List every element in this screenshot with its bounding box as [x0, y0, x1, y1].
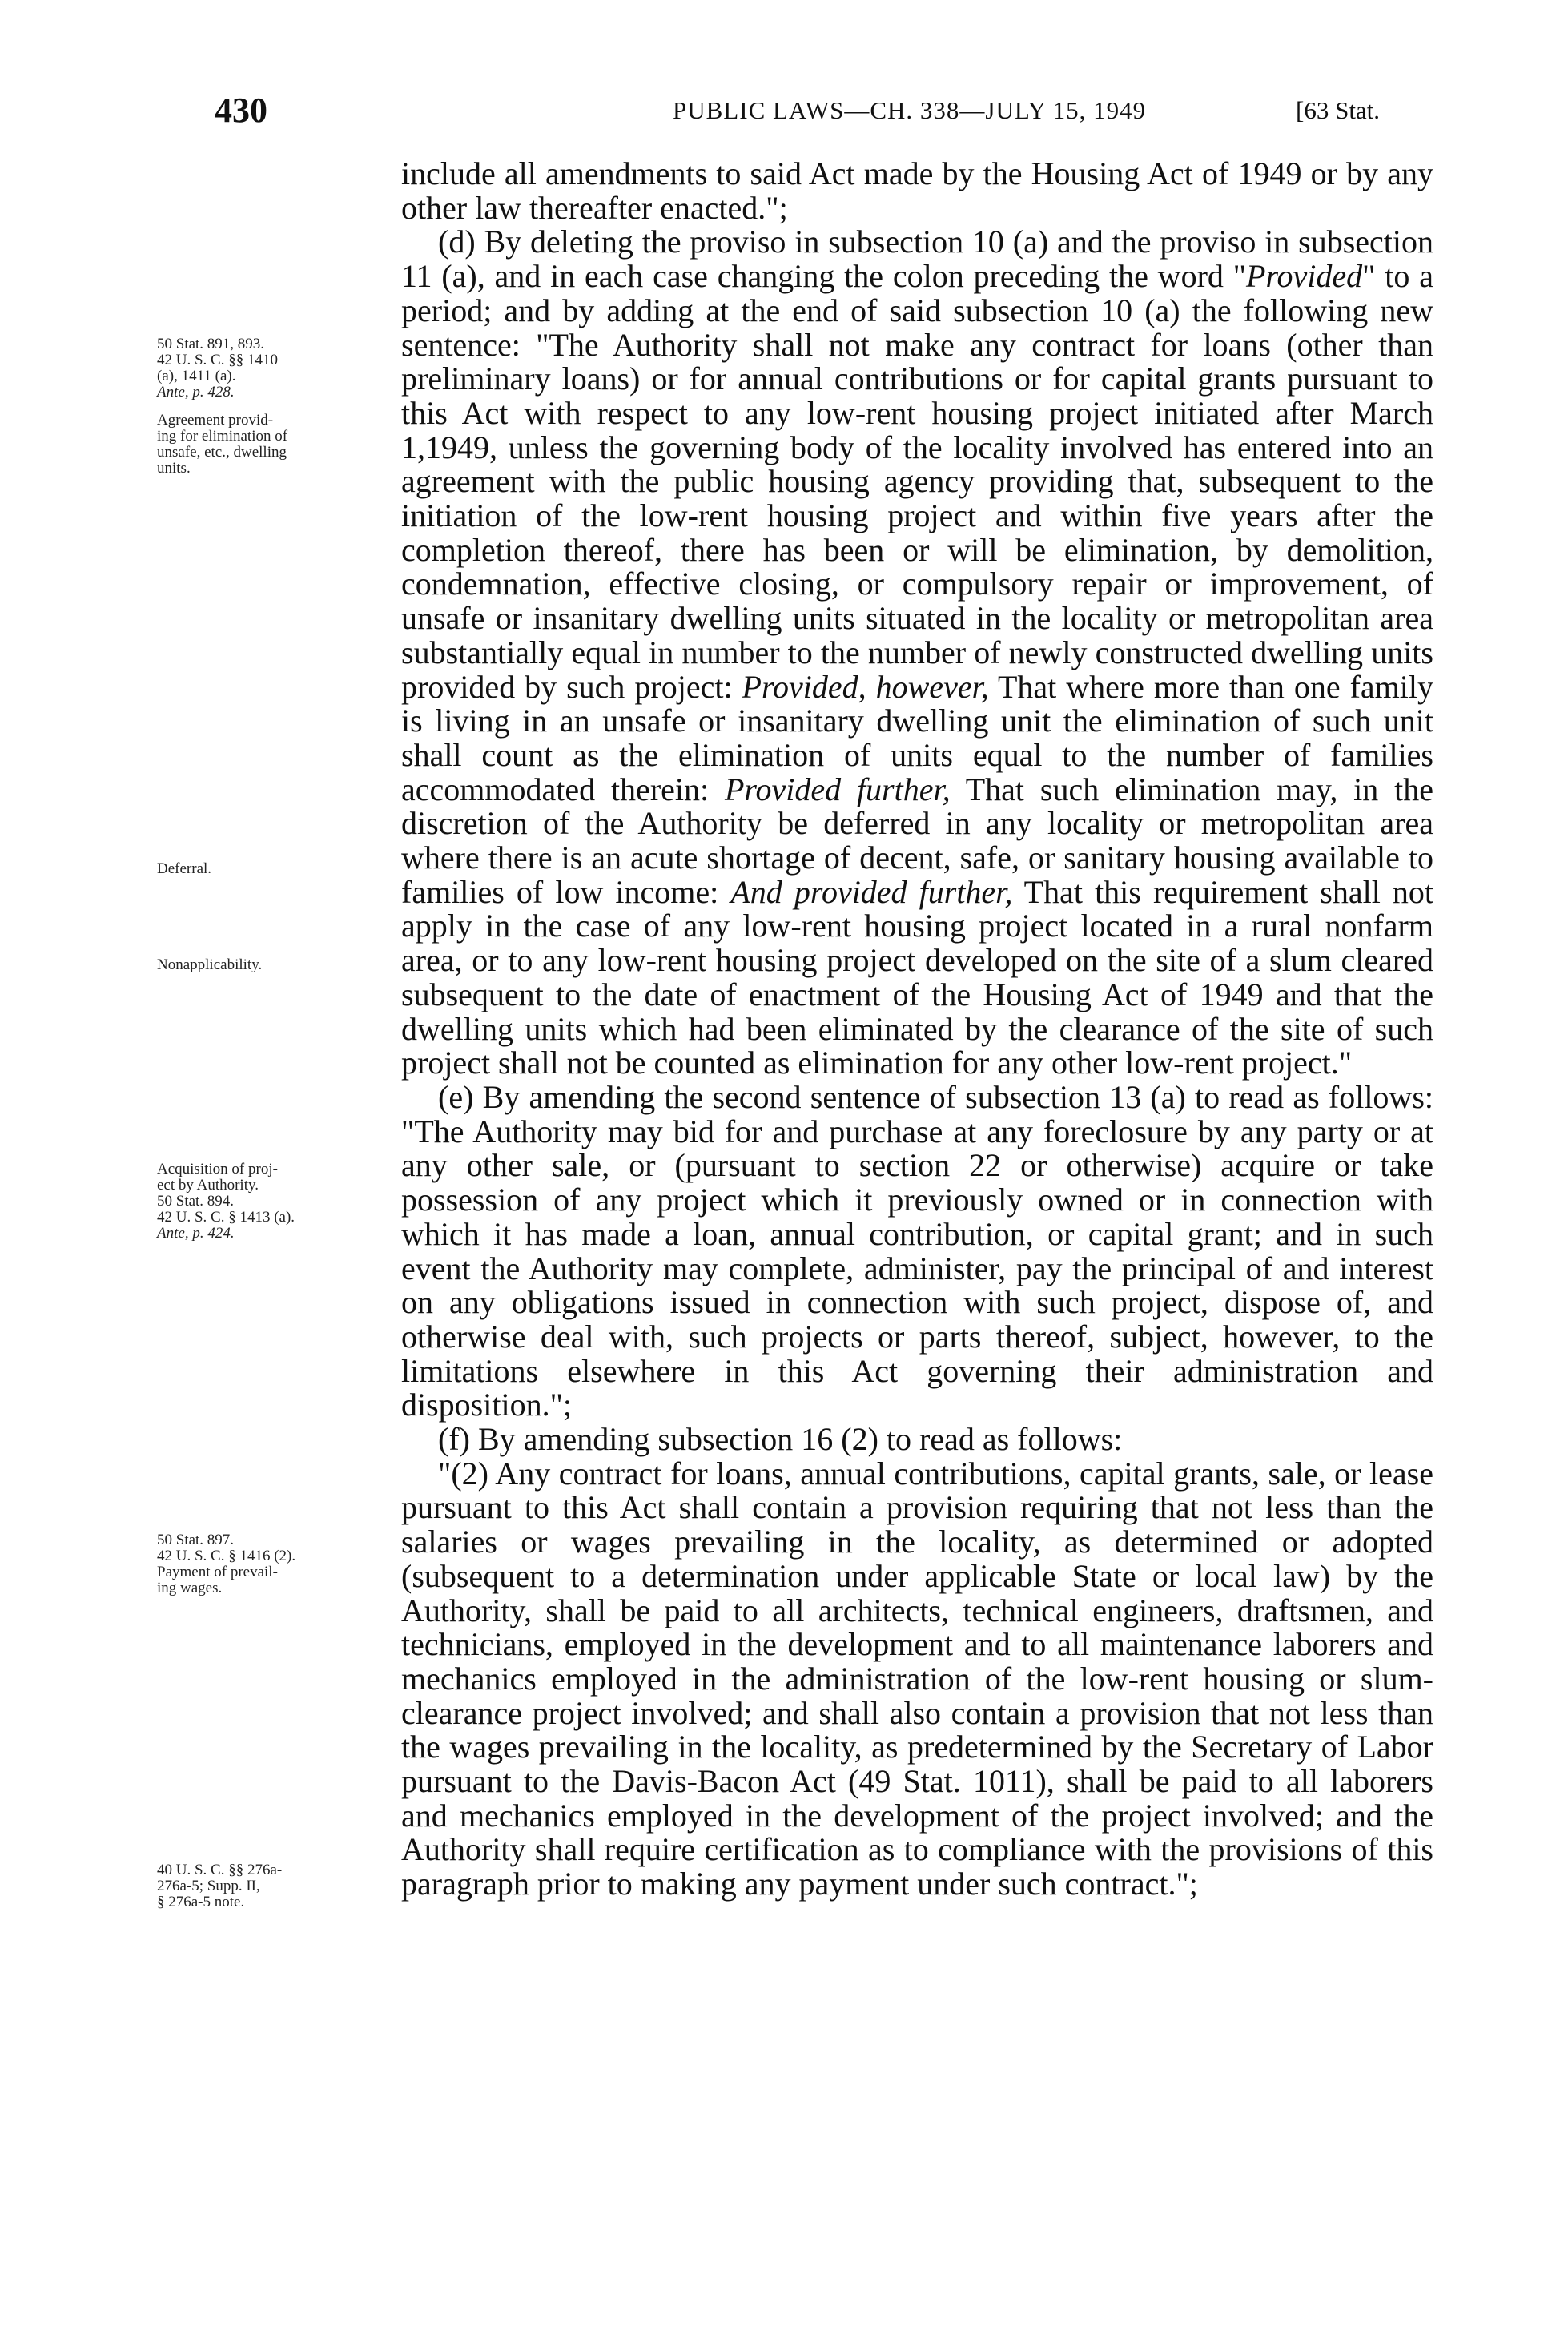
margin-note-line: 50 Stat. 897. — [157, 1532, 235, 1548]
margin-note-davis-bacon — [157, 1862, 389, 1910]
paragraph-subsection-e: (e) By amending the second sentence of subsection 13 (a) to read as follows: "The Authority may bid for and purchase at any foreclosure by any party or at any other sale, or (pursuant to section 22 or otherwise) acquire or take possession of any project which it previously owned or in connection with which it has made a loan, annual contribution, or capital grant; and in such event the Authority may complete, administer, pay the principal of and interest on any obligations issued in connection with such project, dispose of, and otherwise deal with, such projects or parts thereof, subject, however, to the limitations elsewhere in this Act governing their administration and disposition."; — [401, 1078, 1433, 1423]
text-run: That this requirement shall not apply in the case of any low-rent housing project located in a rural nonfarm area, or to any low-rent housing project developed on the site of a slum cleared subsequent to the date of enactment of the Housing Act of 1949 and that the dwelling units which had been eliminated by the clearance of the site of such project shall not be counted as elimination for any other low-rent project." — [401, 873, 1433, 1081]
page-header — [0, 90, 1568, 138]
italic-and-provided-further: And provided further, — [730, 873, 1013, 910]
margin-note-acquisition — [157, 1161, 389, 1242]
margin-note-agreement — [157, 413, 389, 477]
text-run: That where more than one family is living in an unsafe or insanitary dwelling unit the elimination of such unit shall count as the elimination of units equal to the number of families accommodated therein: — [401, 668, 1434, 807]
margin-note-line: 42 U. S. C. §§ 1410 — [157, 352, 278, 368]
margin-note-line: 42 U. S. C. § 1413 (a). — [157, 1209, 296, 1226]
margin-note-citation-1 — [157, 336, 389, 401]
margin-note-line: ect by Authority. — [157, 1177, 259, 1194]
italic-provided-however: Provided, however, — [742, 668, 989, 705]
paragraph-quoted-subsection-2: "(2) Any contract for loans, annual contributions, capital grants, sale, or lease pursuant to this Act shall contain a provision requiring that not less than the salaries or wages prevailing in the locality, as determined or adopted (subsequent to a determination under applicable State or local law) by the Authority, shall be paid to all architects, technical engineers, draftsmen, and technicians, employed in the development and to all maintenance laborers and mechanics employed in the administration of the low-rent housing or slum-clearance project involved; and shall also contain a provision that not less than the wages prevailing in the locality, as predetermined by the Secretary of Labor pursuant to the Davis-Bacon Act (49 Stat. 1011), shall be paid to all laborers and mechanics employed in the development of the project involved; and the Authority shall require certification as to compliance with the provisions of this paragraph prior to making any payment under such contract."; — [401, 1455, 1433, 1902]
text-run: (d) By deleting the proviso in subsection 10 (a) and the proviso in subsection 11 (a), and in each case changing the colon preceding the word " — [401, 223, 1433, 295]
margin-note-line: ing for elimination of — [157, 428, 288, 445]
margin-note-line: ing wages. — [157, 1580, 223, 1596]
margin-note-line: 50 Stat. 894. — [157, 1193, 235, 1210]
margin-note-line: Deferral. — [157, 860, 212, 877]
margin-note-line: unsafe, etc., dwelling — [157, 444, 287, 461]
margin-note-line: (a), 1411 (a). — [157, 368, 236, 384]
volume-reference: [63 Stat. — [1296, 96, 1381, 124]
margin-note-line: 50 Stat. 891, 893. — [157, 336, 265, 352]
margin-note-line: Ante, p. 428. — [157, 384, 235, 401]
text-run: " to a period; and by adding at the end of said subsection 10 (a) the following new sentence: "The Authority shall not make any contract for loans (other than preliminary loans) or for annual contributions or for capital grants pursuant to this Act with respect to any low-rent housing project initiated after March 1,1949, unless the governing body of the locality involved has entered into an agreement with the public housing agency providing that, subsequent to the initiation of the low-rent housing project and within five years after the completion thereof, there has been or will be elimination, by demolition, condemnation, effective closing, or compulsory repair or improvement, of unsafe or insanitary dwelling units situated in the locality or metropolitan area substantially equal in number to the number of newly constructed dwelling units provided by such project: — [401, 258, 1433, 705]
margin-note-line: § 276a-5 note. — [157, 1894, 245, 1910]
margin-note-nonapplicability — [157, 957, 389, 973]
margin-note-line: Agreement provid- — [157, 412, 274, 429]
italic-provided-further: Provided further, — [724, 771, 951, 807]
text-run: That such elimination may, in the discretion of the Authority be deferred in any locality or metropolitan area where there is an acute shortage of decent, safe, or sanitary housing available to families of low income: — [401, 771, 1433, 910]
margin-note-line: Payment of prevail- — [157, 1564, 278, 1580]
body-text — [401, 157, 1433, 1902]
margin-note-line: 42 U. S. C. § 1416 (2). — [157, 1548, 296, 1564]
paragraph-subsection-d — [401, 225, 1433, 1081]
margin-note-line: Ante, p. 424. — [157, 1225, 235, 1242]
italic-provided: Provided — [1246, 258, 1363, 295]
margin-note-line: Nonapplicability. — [157, 956, 263, 973]
paragraph-continuation: include all amendments to said Act made by the Housing Act of 1949 or by any other law thereafter enacted."; — [401, 155, 1433, 226]
margin-note-deferral — [157, 861, 389, 877]
paragraph-subsection-f: (f) By amending subsection 16 (2) to read as follows: — [438, 1421, 1123, 1458]
margin-note-prevailing-wages — [157, 1532, 389, 1596]
margin-note-line: 276a-5; Supp. II, — [157, 1878, 260, 1894]
page-number: 430 — [215, 91, 267, 130]
margin-note-line: units. — [157, 460, 191, 477]
running-head: PUBLIC LAWS—CH. 338—JULY 15, 1949 — [673, 96, 1147, 124]
margin-note-line: 40 U. S. C. §§ 276a- — [157, 1862, 283, 1878]
margin-note-line: Acquisition of proj- — [157, 1161, 278, 1178]
